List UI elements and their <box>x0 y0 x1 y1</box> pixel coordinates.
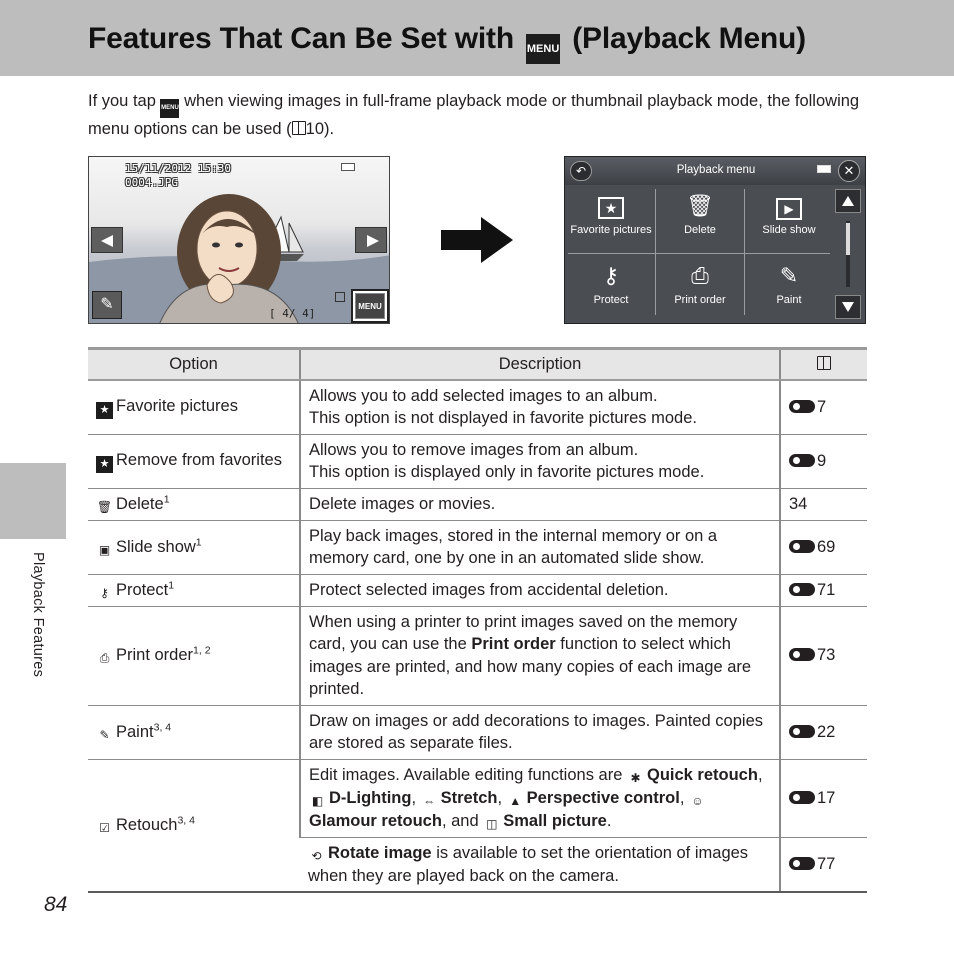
reference-icon <box>789 725 815 738</box>
close-icon: ✕ <box>843 163 855 178</box>
menu-tile-protect[interactable]: ⚷ Protect <box>593 263 629 306</box>
page-title: Features That Can Be Set with MENU (Playback Menu) <box>88 22 806 64</box>
full-frame-playback-screen <box>88 156 390 324</box>
menu-icon: MENU <box>526 34 560 64</box>
printer-icon: ⎙ <box>99 651 110 665</box>
table-header-row <box>88 349 867 380</box>
d-lighting-icon: ◧ <box>311 793 324 808</box>
pencil-icon: ✎ <box>779 263 799 288</box>
small-picture-icon: ◫ <box>486 816 498 831</box>
previous-image-button[interactable] <box>91 227 123 253</box>
favorite-star-icon: ★ <box>596 193 626 219</box>
printer-icon: ⎙ <box>691 263 709 288</box>
favorite-star-icon: ★ <box>96 402 113 419</box>
reference-icon <box>789 857 815 870</box>
intro-paragraph: If you tap MENU when viewing images in full-frame playback mode or thumbnail playback mode, the following menu options can be used ( 10). <box>88 92 860 138</box>
table-row: ✎ Paint$^{3, 4}$ Draw on images or add decorations to images. Painted copies are stored as separate files. 22 <box>88 705 867 759</box>
slideshow-icon: ▣ <box>98 542 111 557</box>
table-row: ★ Remove from favorites Allows you to remove images from an album. This option is displayed only in favorite pictures mode. 9 <box>88 434 867 488</box>
book-icon <box>817 356 831 370</box>
menu-tile-paint[interactable]: ✎ Paint <box>745 255 833 323</box>
back-button[interactable] <box>570 161 592 181</box>
glamour-retouch-icon: ☺ <box>691 793 704 808</box>
reference-icon <box>789 648 815 661</box>
menu-tile-delete[interactable]: 🗑 Delete <box>684 193 716 236</box>
scroll-up-button[interactable] <box>835 189 861 213</box>
menu-icon: MENU <box>160 99 179 118</box>
rotate-icon: ⟲ <box>311 848 322 863</box>
column-header-reference <box>780 349 867 380</box>
frame-counter: [ 4/ 4] <box>269 307 316 320</box>
next-image-button[interactable] <box>355 227 387 253</box>
table-row: ▣ Slide show$^1$ Play back images, stored in the internal memory or on a memory card, one by one in an automated slide show. 69 <box>88 520 867 574</box>
table-row: 🗑 Delete$^1$ Delete images or movies. 34 <box>88 488 867 520</box>
reference-icon <box>789 454 815 467</box>
perspective-icon: ▲ <box>509 793 522 808</box>
pencil-icon: ✎ <box>99 727 110 742</box>
scrollbar-thumb[interactable] <box>846 223 850 255</box>
reference-icon <box>789 583 815 596</box>
close-button[interactable] <box>838 160 860 182</box>
menu-tile-print-order[interactable]: ⎙ Print order <box>674 263 726 306</box>
options-table <box>88 347 867 893</box>
right-arrow-icon <box>441 217 515 263</box>
battery-icon <box>341 163 355 171</box>
reference-icon <box>789 400 815 413</box>
edit-icon: ✎ <box>100 296 114 313</box>
menu-tile-favorite-pictures[interactable]: ★ Favorite pictures <box>567 185 655 253</box>
menu-tile-slide-show[interactable]: ▶ Slide show <box>745 185 833 253</box>
book-icon <box>292 121 306 135</box>
retouch-icon: ☑ <box>99 820 110 835</box>
key-icon: ⚷ <box>100 585 109 600</box>
quick-retouch-icon: ✱ <box>630 770 641 785</box>
edit-button[interactable] <box>92 291 122 319</box>
slideshow-icon: ▶ <box>774 193 804 219</box>
menu-title: Playback menu <box>676 164 756 176</box>
trash-icon: 🗑 <box>686 193 714 218</box>
table-row: ⎙ Print order$^{1, 2}$ When using a printer to print images saved on the memory card, you can use the Print order function to select which images are printed, and how many copies of each image are printed. 73 <box>88 606 867 705</box>
table-row: ⟲ Rotate image is available to set the orientation of images when they are played back on the camera. 77 <box>88 837 867 892</box>
image-mode-icon <box>335 292 345 302</box>
section-tab <box>0 463 66 539</box>
timestamp-overlay <box>125 162 231 190</box>
stretch-icon: ⇔ <box>423 793 436 808</box>
column-header-description: Description <box>300 349 780 380</box>
scroll-down-button[interactable] <box>835 295 861 319</box>
menu-button[interactable]: MENU <box>351 289 389 323</box>
reference-icon <box>789 791 815 804</box>
playback-menu-screen <box>564 156 866 324</box>
key-icon: ⚷ <box>602 263 620 288</box>
favorite-star-icon: ★ <box>96 456 113 473</box>
table-row: ★ Favorite pictures Allows you to add selected images to an album. This option is not displayed in favorite pictures mode. 7 <box>88 380 867 435</box>
date-time: 15/11/2012 15:30 <box>125 162 231 175</box>
battery-icon <box>817 165 831 173</box>
table-row: ⚷ Protect$^1$ Protect selected images from accidental deletion. 71 <box>88 574 867 606</box>
page-number: 84 <box>44 893 68 916</box>
section-label: Playback Features <box>30 552 46 678</box>
table-row: ☑ Retouch$^{3, 4}$ Edit images. Available editing functions are ✱ Quick retouch, ◧ D-Lighting, ⇔ Stretch, ▲ Perspective control, ☺Glamour retouch, and ◫ Small picture. 17 <box>88 759 867 837</box>
reference-icon <box>789 540 815 553</box>
back-arrow-icon: ↶ <box>575 164 587 178</box>
column-header-option: Option <box>88 349 300 380</box>
file-name: 0004.JPG <box>125 176 178 189</box>
trash-icon: 🗑 <box>96 499 113 514</box>
